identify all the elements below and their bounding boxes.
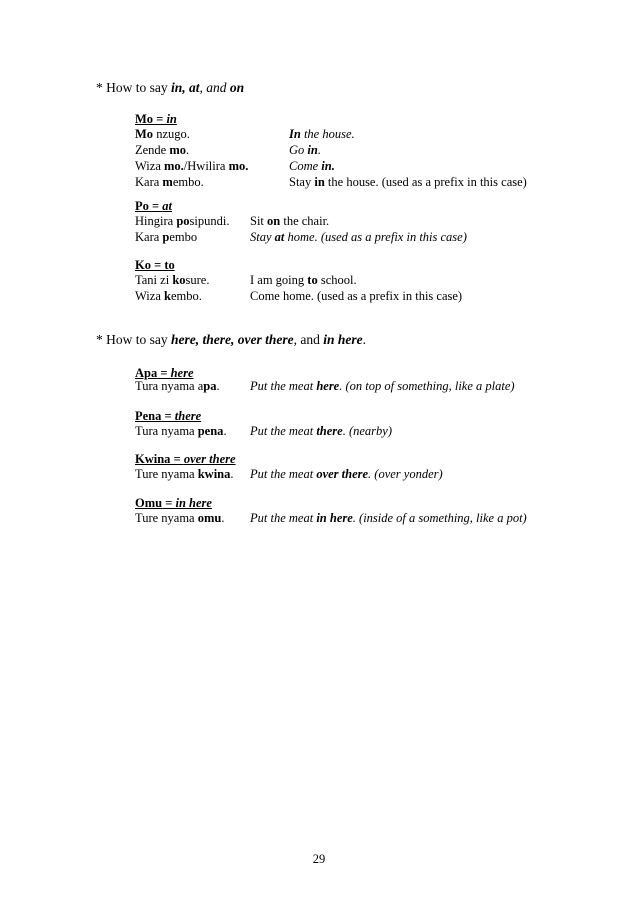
section-heading-here-there: * How to say here, there, over there, and in here.	[96, 332, 366, 347]
apa-title: Apa = here	[135, 366, 194, 380]
kwina-translation: Put the meat over there. (over yonder)	[250, 467, 443, 481]
omu-example: Ture nyama omu.	[135, 511, 225, 525]
pena-example: Tura nyama pena.	[135, 424, 227, 438]
kwina-example: Ture nyama kwina.	[135, 467, 234, 481]
mo-example-3: Wiza mo./Hwilira mo.	[135, 159, 249, 173]
mo-example-1: Mo nzugo.	[135, 127, 190, 141]
mo-title: Mo = in	[135, 112, 177, 126]
mo-translation-1: In the house.	[289, 127, 355, 141]
ko-translation-1: I am going to school.	[250, 273, 357, 287]
ko-example-2: Wiza kembo.	[135, 289, 202, 303]
section-heading-in-at-on: * How to say in, at, and on	[96, 80, 245, 95]
apa-translation: Put the meat here. (on top of something, like a plate)	[250, 379, 515, 393]
po-example-2: Kara pembo	[135, 230, 198, 244]
omu-translation: Put the meat in here. (inside of a something, like a pot)	[250, 511, 527, 525]
page-number: 29	[312, 852, 326, 866]
mo-example-4: Kara membo.	[135, 175, 204, 189]
kwina-title: Kwina = over there	[135, 452, 236, 466]
ko-example-1: Tani zi kosure.	[135, 273, 210, 287]
po-title: Po = at	[135, 199, 172, 213]
omu-title: Omu = in here	[135, 496, 212, 510]
apa-example: Tura nyama apa.	[135, 379, 220, 393]
mo-translation-3: Come in.	[289, 159, 335, 173]
po-translation-2: Stay at home. (used as a prefix in this case)	[250, 230, 467, 244]
po-translation-1: Sit on the chair.	[250, 214, 330, 228]
mo-example-2: Zende mo.	[135, 143, 190, 157]
mo-translation-4: Stay in the house. (used as a prefix in this case)	[289, 175, 527, 189]
pena-translation: Put the meat there. (nearby)	[250, 424, 392, 438]
ko-title: Ko = to	[135, 258, 175, 272]
ko-translation-2: Come home. (used as a prefix in this case)	[250, 289, 463, 303]
pena-title: Pena = there	[135, 409, 202, 423]
po-example-1: Hingira posipundi.	[135, 214, 230, 228]
mo-translation-2: Go in.	[289, 143, 321, 157]
